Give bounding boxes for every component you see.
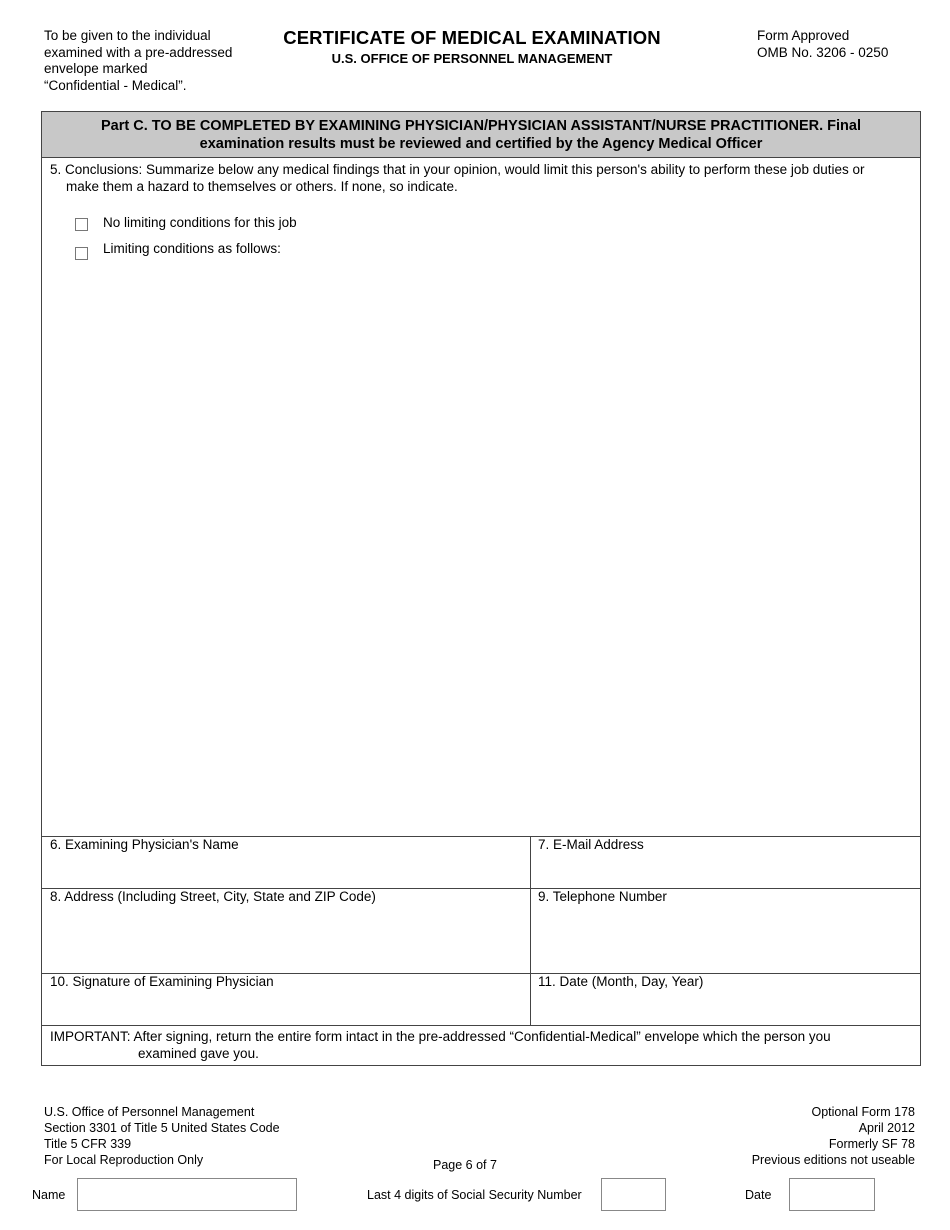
conclusions-line: make them a hazard to themselves or others. If none, so indicate. [66,179,458,194]
footer-line: Formerly SF 78 [828,1137,915,1151]
form-title: CERTIFICATE OF MEDICAL EXAMINATION [283,27,661,48]
divider [530,836,531,1026]
ssn-label: Last 4 digits of Social Security Number [367,1188,582,1202]
omb-approval [757,28,937,61]
limiting-conditions-label: Limiting conditions as follows: [103,241,281,256]
part-c-banner-line: examination results must be reviewed and certified by the Agency Medical Officer [199,136,763,152]
important-line: examined gave you. [138,1046,259,1061]
exam-date-field[interactable] [536,993,914,1021]
divider [42,1025,920,1026]
instructions-line: “Confidential - Medical”. [44,77,187,93]
no-limiting-conditions-label: No limiting conditions for this job [103,215,297,230]
footer-line: Section 3301 of Title 5 United States Code [44,1121,280,1135]
email-label: 7. E-Mail Address [538,837,644,852]
signature-label: 10. Signature of Examining Physician [50,974,274,989]
signature-field[interactable] [48,993,524,1021]
footer-line: Previous editions not useable [751,1153,915,1167]
instructions-line: examined with a pre-addressed [44,44,233,60]
address-label: 8. Address (Including Street, City, State and ZIP Code) [50,889,376,904]
date-label: Date [745,1188,772,1202]
approval-line: Form Approved [757,28,850,43]
conclusions-line: 5. Conclusions: Summarize below any medical findings that in your opinion, would limit this person's ability to perform these job duties or [50,162,865,177]
important-line: IMPORTANT: After signing, return the entire form intact in the pre-addressed “Confidential-Medical” envelope which the person you [50,1029,831,1044]
form-subtitle: U.S. OFFICE OF PERSONNEL MANAGEMENT [331,51,613,66]
footer-line: For Local Reproduction Only [44,1153,204,1167]
footer-line: U.S. Office of Personnel Management [44,1105,255,1119]
exam-date-label: 11. Date (Month, Day, Year) [538,974,704,989]
part-c-banner-line: Part C. TO BE COMPLETED BY EXAMINING PHYSICIAN/PHYSICIAN ASSISTANT/NURSE PRACTITIONER. Final [101,118,861,134]
footer-line: Optional Form 178 [811,1105,915,1119]
footer-agency-info [44,1104,364,1168]
ssn-input[interactable] [601,1178,666,1211]
address-field[interactable] [48,908,524,968]
important-notice [50,1028,910,1062]
instructions-line: To be given to the individual [44,28,211,43]
name-label: Name [32,1188,66,1202]
part-c-banner [42,112,920,158]
form-heading [262,27,682,66]
telephone-label: 9. Telephone Number [538,889,667,904]
conclusions-instructions [50,161,910,195]
instructions-note [44,28,264,94]
date-input[interactable] [789,1178,875,1211]
no-limiting-conditions-checkbox[interactable] [75,218,88,231]
footer-line: April 2012 [858,1121,915,1135]
footer-line: Title 5 CFR 339 [44,1137,132,1151]
telephone-field[interactable] [536,908,914,968]
instructions-line: envelope marked [44,61,148,76]
page-number: Page 6 of 7 [433,1158,497,1172]
name-input[interactable] [77,1178,297,1211]
limiting-conditions-text-area[interactable] [60,268,910,828]
physician-name-field[interactable] [48,856,524,884]
physician-name-label: 6. Examining Physician's Name [50,837,239,852]
limiting-conditions-checkbox[interactable] [75,247,88,260]
email-field[interactable] [536,856,914,884]
footer-form-info [640,1104,915,1168]
approval-line: OMB No. 3206 - 0250 [757,44,889,60]
